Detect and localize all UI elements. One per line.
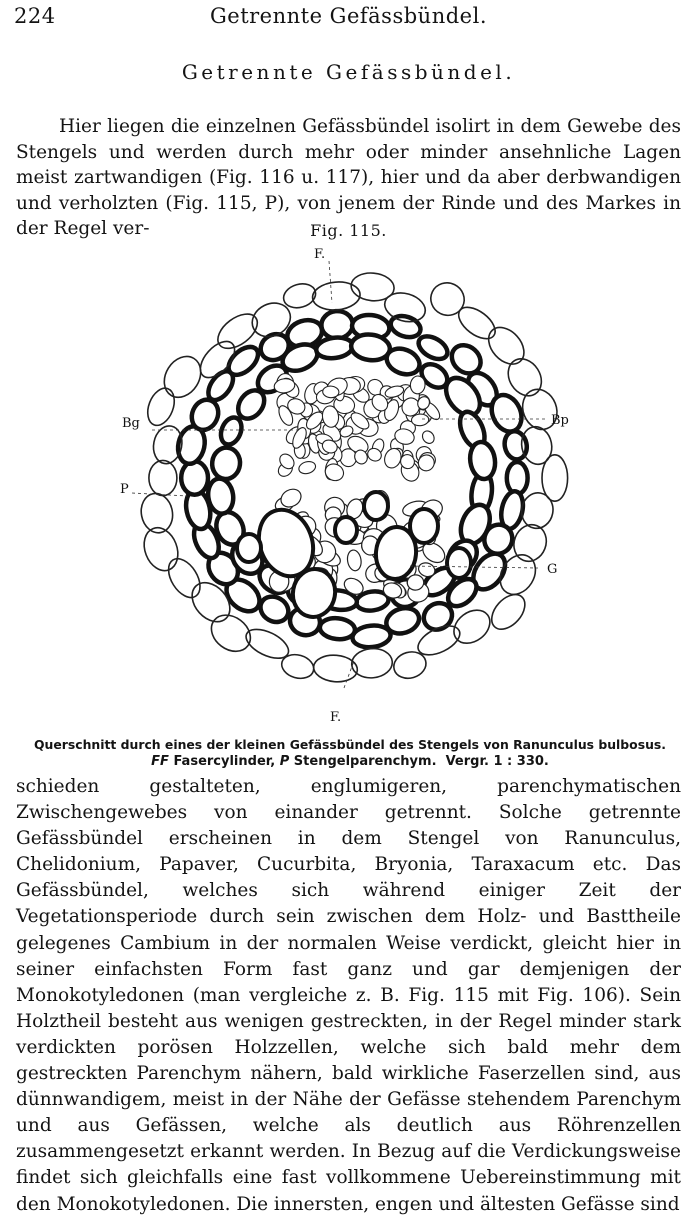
vessel	[237, 534, 261, 562]
fiber-cell	[351, 624, 391, 649]
phloem-cell	[420, 429, 436, 446]
parenchyma-cell	[204, 608, 257, 659]
parenchyma-cell	[138, 491, 176, 536]
fiber-cell	[468, 440, 498, 480]
figure-115-illustration	[92, 243, 612, 723]
caption-ff-text: Fasercylinder,	[173, 754, 276, 769]
paragraph-2: schieden gestalteten, englumigeren, parenchymatischen Zwischengewebes von einander getrennt. Solche getrennte Gefässbündel erscheinen in dem Stengel von Ranunculus, Chelidonium, Papaver, Cucurbita, Bryonia, Taraxacum etc. Das Gefässbündel, welches sich während einiger Zeit der Vegetationsperiode durch sein zwischen dem Holz- und Basttheile gelegenes Cambium in der normalen Weise verdickt, gleicht hier in seiner einfachsten Form fast ganz und gar demjenigen der Monokotyledonen (man vergleiche z. B. Fig. 115 mit Fig. 106). Sein Holztheil besteht aus wenigen gestreckten, in der Regel minder stark verdickten porösen Holzzellen, welche sich bald mehr dem gestreckten Parenchym nähern, bald wirkliche Faserzellen sind, aus dünnwandigem, meist in der Nähe der Gefässe stehendem Parenchym und aus Gefässen, welche als deutlich aus Röhrenzellen zusammengesetzt erkannt werden. In Bezug auf die Verdickungsweise findet sich gleichfalls eine fast vollkommene Uebereinstimmung mit den Monokotyledonen. Die innersten, engen und ältesten Gefässe sind	[16, 776, 681, 1215]
parenchyma-cell	[149, 460, 177, 495]
xylem-cell	[346, 549, 362, 572]
label-bg: Bg	[122, 416, 140, 431]
parenchyma-cell	[351, 647, 394, 680]
fiber-cell	[319, 617, 356, 641]
parenchyma-cell	[279, 651, 317, 682]
fiber-cell	[210, 446, 241, 481]
parenchyma-cell	[482, 321, 531, 371]
label-f-top: F.	[314, 247, 326, 262]
figure-label: Fig. 115.	[310, 221, 387, 240]
caption-ff: FF	[151, 754, 169, 769]
fiber-cell	[217, 414, 245, 447]
running-head	[14, 4, 683, 34]
parenchyma-cell	[425, 277, 469, 321]
phloem-cell	[410, 375, 426, 394]
caption-p-text: Stengelparenchym.	[293, 754, 437, 769]
vessel	[447, 548, 471, 578]
vessel	[410, 509, 438, 543]
xylem-cell	[407, 574, 424, 590]
figure-caption	[14, 736, 686, 771]
parenchyma-cell	[138, 523, 184, 576]
label-f-bottom: F.	[330, 710, 342, 723]
fiber-cell	[507, 462, 528, 494]
phloem-cell	[297, 460, 317, 476]
phloem-cells	[273, 374, 442, 485]
parenchyma-cell	[311, 280, 361, 312]
section-title: Getrennte Gefässbündel.	[181, 60, 516, 84]
parenchyma-cell	[143, 384, 179, 429]
fiber-cell	[223, 342, 263, 381]
vessel	[335, 517, 357, 543]
fiber-cell	[181, 461, 208, 494]
parenchyma-cell	[162, 553, 206, 603]
parenchyma-cell	[453, 301, 501, 345]
label-p: P	[120, 482, 129, 497]
paragraph-1: Hier liegen die einzelnen Gefässbündel isolirt in dem Gewebe des Stengels und werden durch mehr oder minder ansehnliche Lagen meist zartwandigen (Fig. 116 u. 117), hier und da aber derbwandigen und verholzten (Fig. 115, P), von jenem der Rinde und des Markes in der Regel ver-	[16, 116, 681, 240]
caption-line-1: Querschnitt durch eines der kleinen Gefässbündel des Stengels von Ranunculus bulbosus.	[34, 737, 666, 752]
vessel	[364, 492, 388, 520]
parenchyma-cell	[485, 588, 531, 635]
running-title: Getrennte Gefässbündel.	[209, 4, 487, 28]
caption-line-2	[14, 753, 686, 771]
parenchyma-cell	[157, 350, 208, 404]
caption-p: P	[279, 754, 290, 769]
page-number: 224	[14, 4, 56, 28]
label-g: G	[547, 562, 558, 577]
label-bp: Bp	[551, 413, 569, 428]
caption-magnification: Vergr. 1 : 330.	[445, 754, 549, 769]
